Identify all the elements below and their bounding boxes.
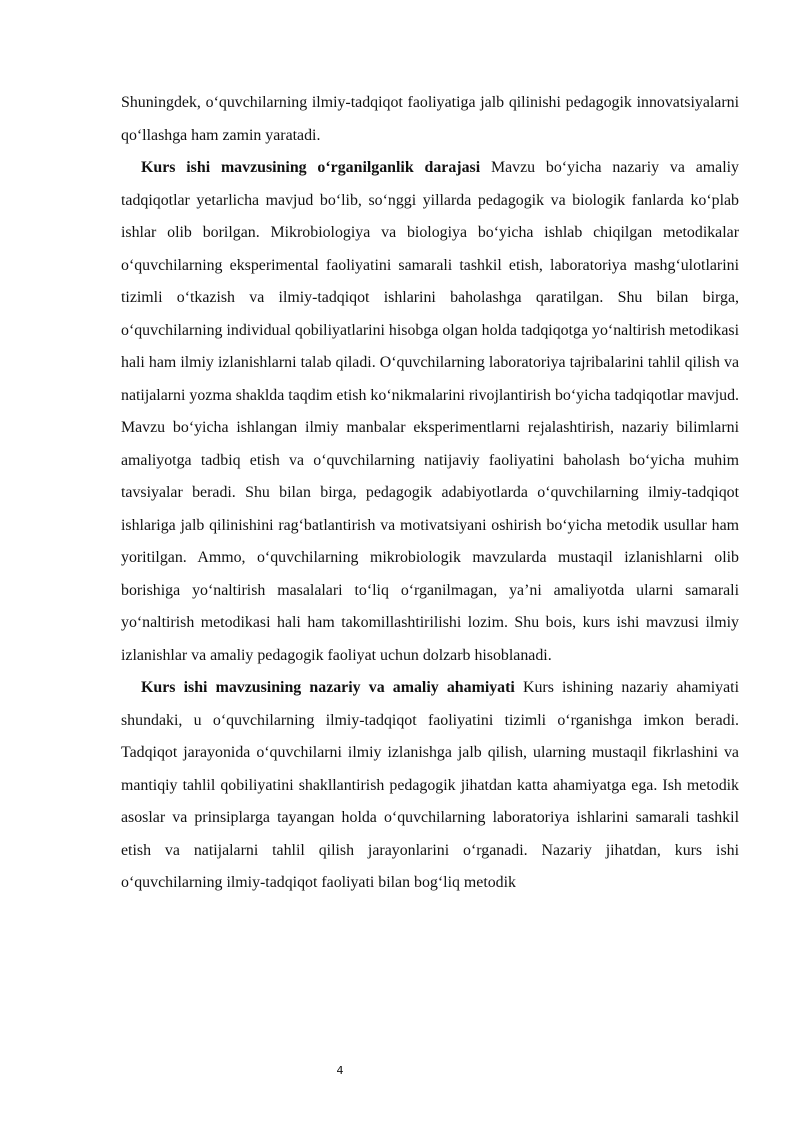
paragraph-text: Mavzu bo‘yicha nazariy va amaliy tadqiqotlar yetarlicha mavjud bo‘lib, so‘nggi yillarda pedagogik va biologik fanlarda ko‘plab ishlar olib borilgan. Mikrobiologiya va biologiya bo‘yicha ishlab chiqilgan metodikalar o‘quvchilarning eksperimental faoliyatini samarali tashkil etish, laboratoriya mashg‘ulotlarini tizimli o‘tkazish va ilmiy-tadqiqot ishlarini baholashga qaratilgan. Shu bilan birga, o‘quvchilarning individual qobiliyatlarini hisobga olgan holda tadqiqotga yo‘naltirish metodikasi hali ham ilmiy izlanishlarni talab qiladi. O‘quvchilarning laboratoriya tajribalarini tahlil qilish va natijalarni yozma shaklda taqdim etish ko‘nikmalarini rivojlantirish bo‘yicha tadqiqotlar mavjud. Mavzu bo‘yicha ishlangan ilmiy manbalar eksperimentlarni rejalashtirish, nazariy bilimlarni amaliyotga tadbiq etish va o‘quvchilarning natijaviy faoliyatini baholash bo‘yicha muhim tavsiyalar beradi. Shu bilan birga, pedagogik adabiyotlarda o‘quvchilarning ilmiy-tadqiqot ishlariga jalb qilinishini rag‘batlantirish va motivatsiyani oshirish bo‘yicha metodik usullar ham yoritilgan. Ammo, o‘quvchilarning mikrobiologik mavzularda mustaqil izlanishlarni olib borishiga yo‘naltirish masalalari to‘liq o‘rganilmagan, ya’ni amaliyotda ularni samarali yo‘naltirish metodikasi hali ham takomillashtirilishi lozim. Shu bois, kurs ishi mavzusi ilmiy izlanishlar va amaliy pedagogik faoliyat uchun dolzarb hisoblanadi. [121,159,739,664]
paragraph-text: Shuningdek, o‘quvchilarning ilmiy-tadqiqot faoliyatiga jalb qilinishi pedagogik innovatsiyalarni qo‘llashga ham zamin yaratadi. [121,94,739,144]
page-number: 4 [336,1064,344,1077]
section-heading-research-level: Kurs ishi mavzusining o‘rganilganlik darajasi [141,159,481,176]
document-page [121,87,739,900]
paragraph-research-level [121,152,739,672]
paragraph-intro [121,87,739,152]
paragraph-text: Kurs ishining nazariy ahamiyati shundaki, u o‘quvchilarning ilmiy-tadqiqot faoliyatini tizimli o‘rganishga imkon beradi. Tadqiqot jarayonida o‘quvchilarni ilmiy izlanishga jalb qilish, ularning mustaqil fikrlashini va mantiqiy tahlil qobiliyatini shakllantirish pedagogik jihatdan katta ahamiyatga ega. Ish metodik asoslar va prinsiplarga tayangan holda o‘quvchilarning laboratoriya ishlarini samarali tashkil etish va natijalarni tahlil qilish jarayonlarini o‘rganadi. Nazariy jihatdan, kurs ishi o‘quvchilarning ilmiy-tadqiqot faoliyati bilan bog‘liq metodik [121,679,739,891]
section-heading-significance: Kurs ishi mavzusining nazariy va amaliy ahamiyati [141,679,515,696]
paragraph-significance [121,672,739,900]
